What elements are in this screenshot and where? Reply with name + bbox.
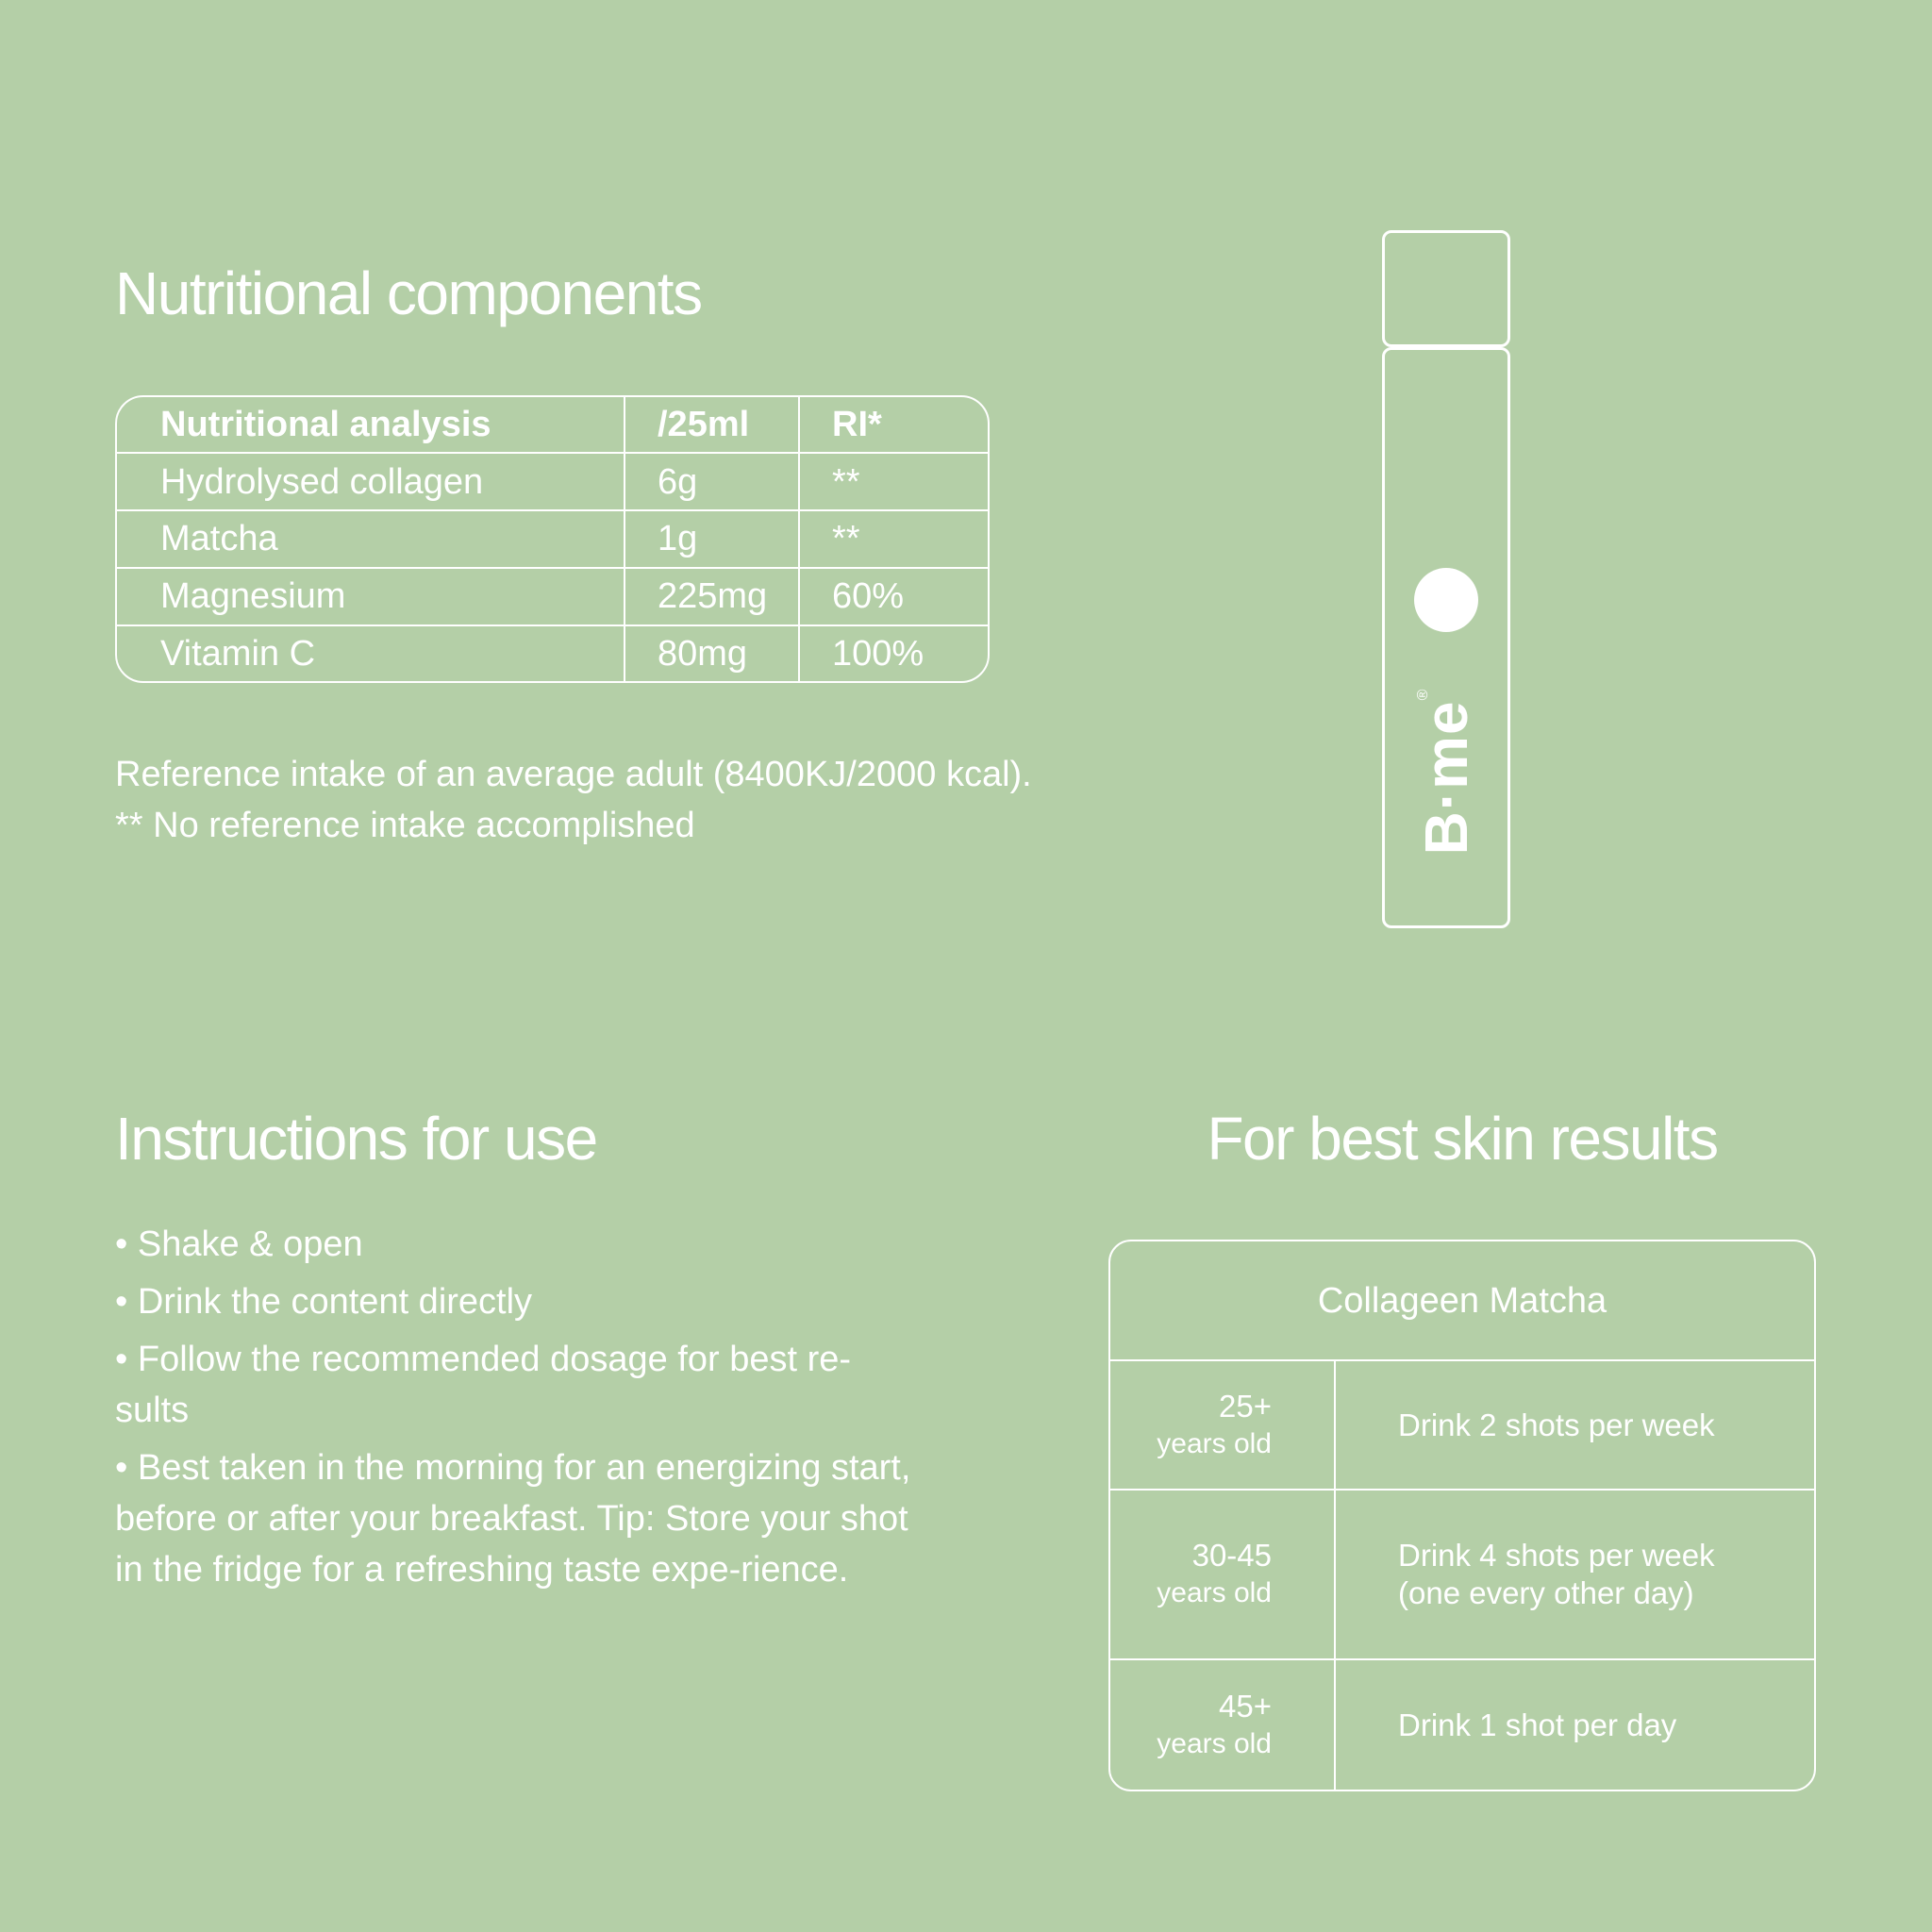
age-range: 25+ [1219,1388,1272,1424]
nutrient-name: Magnesium [117,568,625,625]
nutrient-ri: ** [799,453,988,510]
age-range: 45+ [1219,1688,1272,1724]
table-row [117,510,988,568]
table-row [1110,1490,1814,1659]
table-row [117,453,988,510]
dose-cell [1335,1490,1814,1659]
age-unit: years old [1157,1577,1272,1608]
list-item: • Best taken in the morning for an energizing start, before or after your breakfast. Tip: Store your shot in the fridge for a refreshing taste expe-rience. [115,1448,911,1590]
table-row [1110,1360,1814,1490]
list-item: • Drink the content directly [115,1282,533,1322]
registered-mark: ® [1415,688,1431,701]
nutritional-title: Nutritional components [115,259,702,327]
dose-line: Drink 4 shots per week [1398,1538,1715,1573]
header-ri: RI* [799,397,988,453]
skin-results-table [1108,1240,1816,1791]
nutrient-name: Matcha [117,510,625,568]
nutrient-ri: 60% [799,568,988,625]
dose-cell [1335,1360,1814,1490]
brand-logo [1412,688,1480,856]
age-unit: years old [1157,1427,1272,1459]
brand-logo-text: B·me [1412,700,1480,856]
nutrient-name: Hydrolysed collagen [117,453,625,510]
logo-dot-icon [1414,568,1478,632]
list-item: • Shake & open [115,1224,363,1264]
skin-table-header [1110,1241,1814,1360]
dose-line-detail: (one every other day) [1398,1575,1694,1610]
dose-line: Drink 2 shots per week [1398,1407,1715,1442]
table-row [117,568,988,625]
header-per-25ml: /25ml [625,397,799,453]
nutrient-name: Vitamin C [117,625,625,681]
instructions-list [115,1219,945,1602]
instructions-title: Instructions for use [115,1105,597,1173]
table-row [117,625,988,681]
nutrient-amount: 1g [625,510,799,568]
age-unit: years old [1157,1727,1272,1759]
vial-cap [1382,230,1510,347]
nutrient-ri: 100% [799,625,988,681]
list-item: • Follow the recommended dosage for best re-sults [115,1340,852,1430]
nutrient-amount: 225mg [625,568,799,625]
nutrient-amount: 80mg [625,625,799,681]
nutrition-table-header [117,397,988,453]
table-row [1110,1659,1814,1790]
age-cell [1110,1360,1335,1490]
age-cell [1110,1490,1335,1659]
product-name: Collageen Matcha [1317,1280,1607,1321]
header-nutritional-analysis: Nutritional analysis [160,405,491,445]
dose-line: Drink 1 shot per day [1398,1707,1677,1742]
skin-results-title: For best skin results [1207,1105,1718,1173]
nutrition-table [115,395,990,683]
nutrition-footnote [115,749,1032,851]
nutrient-amount: 6g [625,453,799,510]
reference-intake-note: Reference intake of an average adult (8400KJ/2000 kcal). [115,755,1032,794]
dose-cell [1335,1659,1814,1790]
age-range: 30-45 [1191,1538,1272,1573]
no-reference-note: ** No reference intake accomplished [115,806,695,845]
age-cell [1110,1659,1335,1790]
nutrient-ri: ** [799,510,988,568]
